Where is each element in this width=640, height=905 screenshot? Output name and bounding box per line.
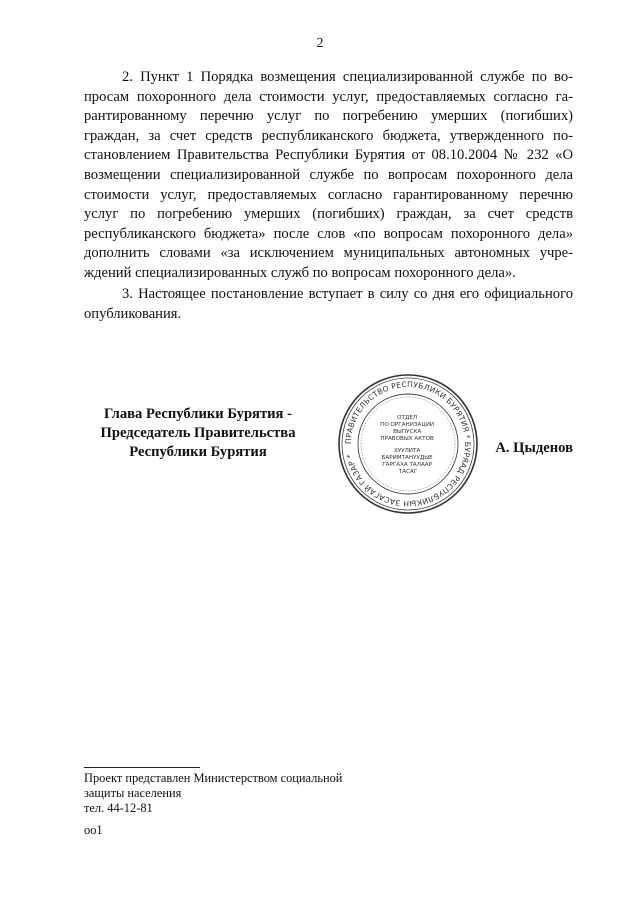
seal-center-line: ГАРГАХА ТАЛААР: [382, 462, 432, 468]
svg-text:ОТДЕЛ ПО ОРГАНИЗАЦИИ В: [380, 415, 436, 475]
paragraph-3: 3. Настоящее постановление вступает в силу со дня его официального опубликования.: [84, 286, 573, 322]
seal-center-line: ОТДЕЛ: [397, 415, 418, 421]
page-number: 2: [316, 36, 324, 51]
paragraph-2: 2. Пункт 1 Порядка возмещения специализированной службе по вопросам похоронного дела стоимости услуг, предоставляемых согласно гарантированному перечню услуг по погребению умерших (погибших) граждан, за счет средств республиканского бюджета, утвержденного постановлением Правительства Республики Бурятия от 08.10.2004 № 232 «О возмещении специализированной службе по вопросам похоронного дела стоимости услуг, предоставляемых согласно гарантированному перечню услуг по погребению умерших (погибших) граждан, за счет средств республиканского бюджета» после слов «по вопросам похоронного дела» дополнить словами «за исключением муниципальных автономных учреждений специализированных служб по вопросам похоронного дела».: [84, 69, 573, 281]
signatory-name: А. Цыденов: [495, 440, 573, 456]
footnote-line: тел. 44-12-81: [84, 801, 153, 815]
footnote-line: Проект представлен Министерством социальной: [84, 771, 343, 785]
official-seal: [337, 373, 479, 515]
seal-center-line: ХУУЛИТА: [393, 448, 421, 454]
seal-center-line: ТАСАГ: [398, 469, 418, 475]
seal-center-line: ВЫПУСКА: [393, 429, 422, 435]
document-code: оо1: [84, 823, 103, 837]
footnote-divider: [84, 767, 200, 768]
signatory-title-line: Глава Республики Бурятия -: [104, 406, 292, 422]
signatory-title-line: Председатель Правительства: [100, 425, 296, 441]
signatory-title-line: Республики Бурятия: [129, 444, 267, 460]
seal-center-line: БАРИМТАНУУДЫЕ: [381, 455, 433, 461]
signatory-title: [82, 405, 314, 462]
seal-ring-text: ПРАВИТЕЛЬСТВО РЕСПУБЛИКИ БУРЯТИЯ * БУРЯАД РЕСПУБЛИКЫН ЗАСАГАЙ ГАЗАР *: [343, 379, 473, 509]
seal-center-line: ПО ОРГАНИЗАЦИИ: [380, 422, 435, 428]
footnote: [84, 771, 342, 816]
footnote-line: защиты населения: [84, 786, 182, 800]
seal-center-line: ПРАВОВЫХ АКТОВ: [380, 436, 434, 442]
